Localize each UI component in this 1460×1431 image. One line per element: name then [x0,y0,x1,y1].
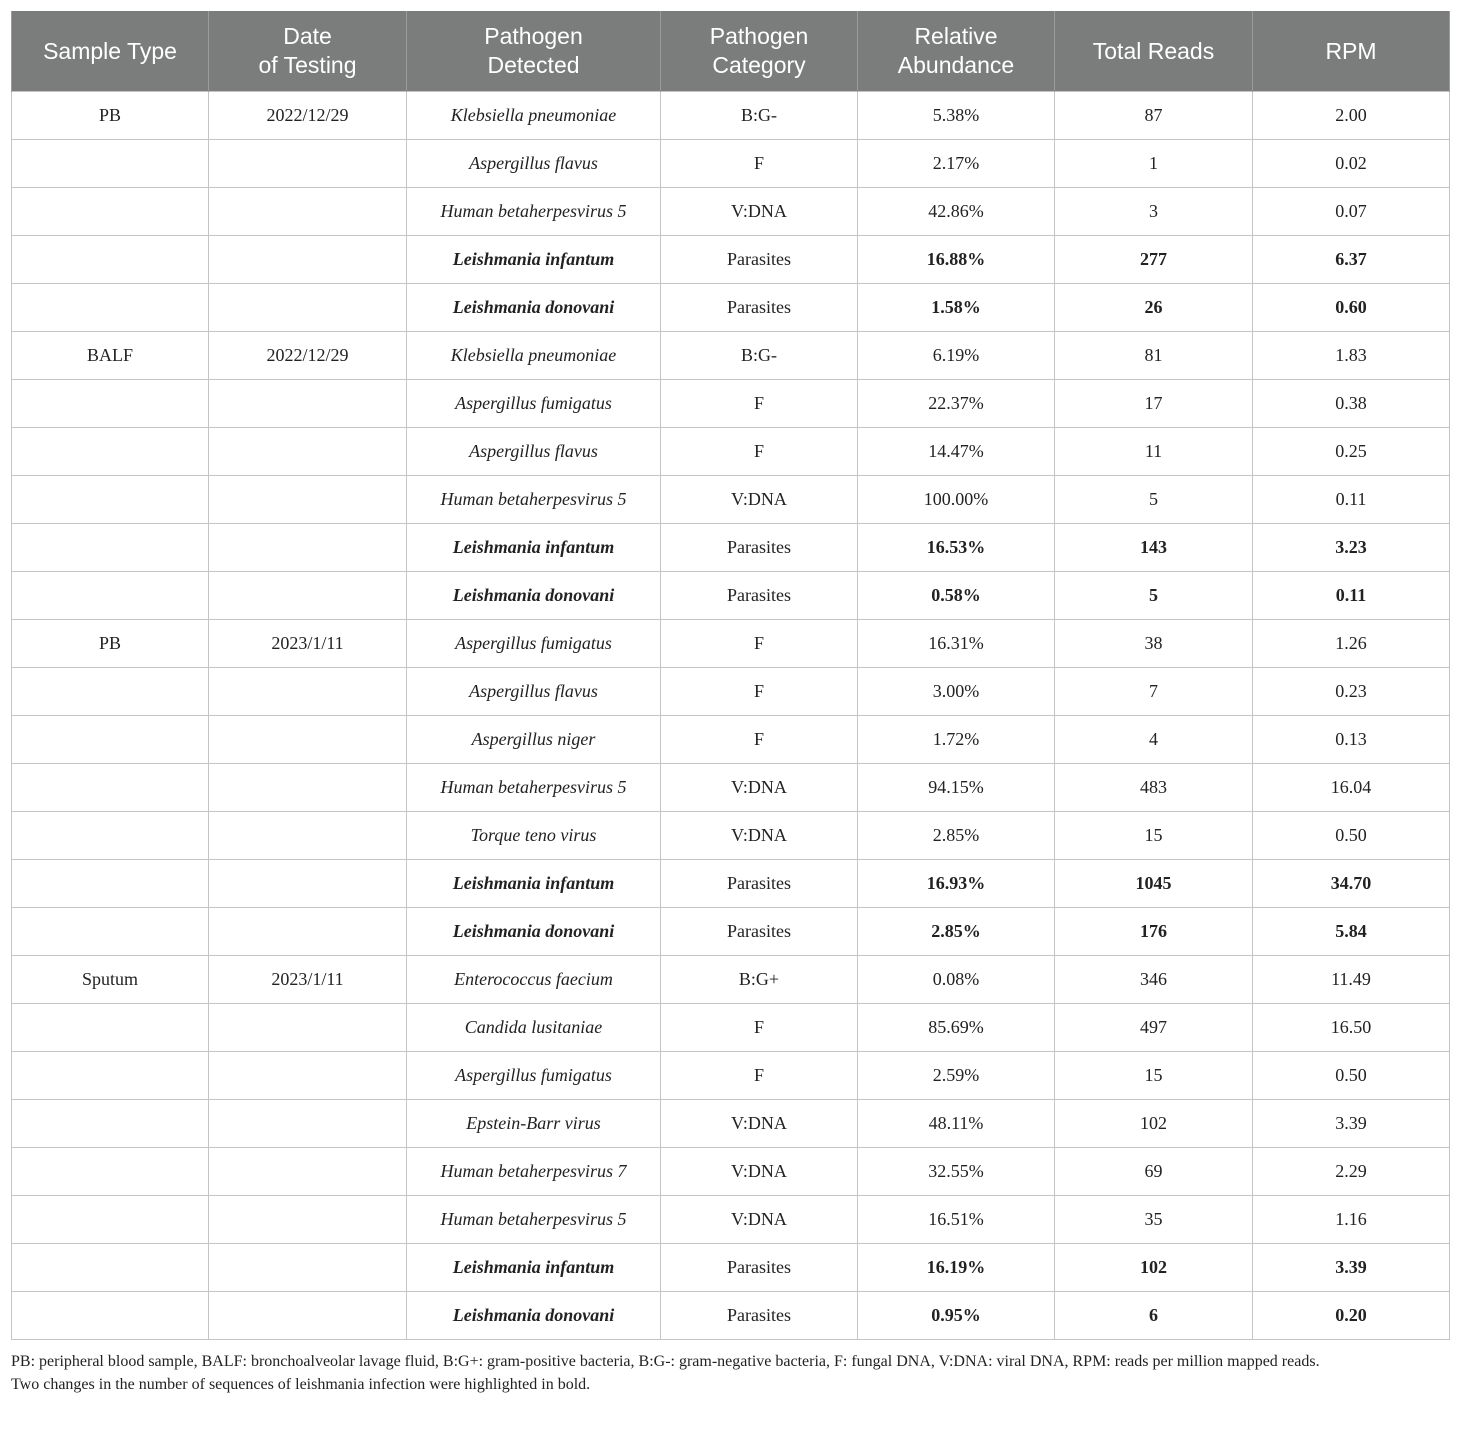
table-row [12,812,1450,860]
date-cell [209,1244,407,1292]
total-reads-cell: 6 [1055,1292,1253,1340]
category-cell: V:DNA [661,188,858,236]
header-pathogen-detected [407,11,661,92]
sample-type-cell [12,764,209,812]
sample-type-cell [12,860,209,908]
sample-type-cell [12,140,209,188]
total-reads-cell: 35 [1055,1196,1253,1244]
pathogen-cell: Human betaherpesvirus 5 [407,764,661,812]
date-cell [209,572,407,620]
date-cell [209,524,407,572]
abundance-cell: 94.15% [858,764,1055,812]
date-cell [209,428,407,476]
footnote-bold-note: Two changes in the number of sequences of leishmania infection were highlighted in bold. [11,1376,591,1393]
total-reads-cell: 277 [1055,236,1253,284]
abundance-cell: 85.69% [858,1004,1055,1052]
pathogen-cell: Aspergillus flavus [407,140,661,188]
total-reads-cell: 4 [1055,716,1253,764]
abundance-cell: 16.19% [858,1244,1055,1292]
pathogen-table [11,11,1450,1340]
header-date-of-testing-line: Date [283,23,332,49]
pathogen-cell: Epstein-Barr virus [407,1100,661,1148]
abundance-cell: 16.31% [858,620,1055,668]
total-reads-cell: 17 [1055,380,1253,428]
pathogen-cell: Aspergillus fumigatus [407,380,661,428]
category-cell: V:DNA [661,1196,858,1244]
rpm-cell: 16.50 [1253,1004,1450,1052]
rpm-cell: 16.04 [1253,764,1450,812]
table-row [12,284,1450,332]
date-cell [209,1148,407,1196]
rpm-cell: 1.16 [1253,1196,1450,1244]
pathogen-cell: Human betaherpesvirus 5 [407,188,661,236]
sample-type-cell [12,1052,209,1100]
table-row [12,1148,1450,1196]
header-pathogen-detected-line: Detected [487,52,580,78]
rpm-cell: 0.11 [1253,572,1450,620]
pathogen-cell: Klebsiella pneumoniae [407,332,661,380]
header-relative-abundance-line: Abundance [897,52,1015,78]
header-pathogen-detected-line: Pathogen [484,23,583,49]
pathogen-cell: Aspergillus flavus [407,428,661,476]
table-row [12,908,1450,956]
rpm-cell: 0.38 [1253,380,1450,428]
total-reads-cell: 102 [1055,1100,1253,1148]
date-cell: 2023/1/11 [209,620,407,668]
header-date-of-testing-line: of Testing [258,52,357,78]
total-reads-cell: 38 [1055,620,1253,668]
pathogen-cell: Leishmania donovani [407,572,661,620]
category-cell: V:DNA [661,476,858,524]
rpm-cell: 1.83 [1253,332,1450,380]
table-row [12,1292,1450,1340]
sample-type-cell [12,476,209,524]
category-cell: Parasites [661,524,858,572]
abundance-cell: 2.85% [858,908,1055,956]
total-reads-cell: 26 [1055,284,1253,332]
table-row [12,236,1450,284]
total-reads-cell: 11 [1055,428,1253,476]
abundance-cell: 0.95% [858,1292,1055,1340]
total-reads-cell: 81 [1055,332,1253,380]
rpm-cell: 6.37 [1253,236,1450,284]
rpm-cell: 0.02 [1253,140,1450,188]
date-cell [209,668,407,716]
table-row [12,140,1450,188]
category-cell: B:G- [661,332,858,380]
table-footnote [11,1350,1449,1396]
date-cell [209,764,407,812]
table-row [12,332,1450,380]
header-date-of-testing [209,11,407,92]
sample-type-cell [12,1100,209,1148]
table-row [12,428,1450,476]
header-row [12,11,1450,92]
table-row [12,668,1450,716]
category-cell: V:DNA [661,812,858,860]
sample-type-cell [12,524,209,572]
rpm-cell: 0.25 [1253,428,1450,476]
date-cell [209,812,407,860]
date-cell [209,284,407,332]
date-cell [209,380,407,428]
category-cell: Parasites [661,572,858,620]
header-pathogen-category-line: Category [712,52,806,78]
total-reads-cell: 483 [1055,764,1253,812]
footnote-abbreviations: PB: peripheral blood sample, BALF: bronchoalveolar lavage fluid, B:G+: gram-positive bacteria, B:G-: gram-negative bacteria, F: fungal DNA, V:DNA: viral DNA, RPM: reads per million mapped reads. [11,1353,1320,1370]
pathogen-cell: Leishmania infantum [407,860,661,908]
category-cell: Parasites [661,908,858,956]
date-cell [209,1052,407,1100]
table-row [12,1244,1450,1292]
rpm-cell: 5.84 [1253,908,1450,956]
sample-type-cell: PB [12,620,209,668]
abundance-cell: 2.17% [858,140,1055,188]
sample-type-cell [12,572,209,620]
abundance-cell: 32.55% [858,1148,1055,1196]
rpm-cell: 2.29 [1253,1148,1450,1196]
category-cell: Parasites [661,1292,858,1340]
rpm-cell: 0.50 [1253,1052,1450,1100]
abundance-cell: 22.37% [858,380,1055,428]
category-cell: V:DNA [661,1100,858,1148]
pathogen-cell: Leishmania infantum [407,524,661,572]
table-row [12,1100,1450,1148]
total-reads-cell: 15 [1055,812,1253,860]
abundance-cell: 16.93% [858,860,1055,908]
sample-type-cell [12,668,209,716]
abundance-cell: 16.88% [858,236,1055,284]
table-row [12,764,1450,812]
sample-type-cell [12,380,209,428]
abundance-cell: 14.47% [858,428,1055,476]
rpm-cell: 0.60 [1253,284,1450,332]
pathogen-cell: Human betaherpesvirus 5 [407,1196,661,1244]
total-reads-cell: 5 [1055,572,1253,620]
sample-type-cell: Sputum [12,956,209,1004]
total-reads-cell: 5 [1055,476,1253,524]
date-cell: 2023/1/11 [209,956,407,1004]
sample-type-cell [12,1244,209,1292]
category-cell: Parasites [661,1244,858,1292]
date-cell [209,236,407,284]
header-relative-abundance-line: Relative [914,23,998,49]
pathogen-cell: Leishmania infantum [407,236,661,284]
sample-type-cell [12,188,209,236]
category-cell: Parasites [661,860,858,908]
rpm-cell: 3.39 [1253,1244,1450,1292]
date-cell [209,1196,407,1244]
abundance-cell: 16.51% [858,1196,1055,1244]
sample-type-cell [12,284,209,332]
category-cell: F [661,620,858,668]
header-sample-type [12,11,209,92]
pathogen-cell: Klebsiella pneumoniae [407,92,661,140]
pathogen-cell: Leishmania donovani [407,284,661,332]
header-pathogen-category [661,11,858,92]
pathogen-table-container [11,11,1449,1340]
table-row [12,572,1450,620]
total-reads-cell: 1 [1055,140,1253,188]
total-reads-cell: 176 [1055,908,1253,956]
rpm-cell: 11.49 [1253,956,1450,1004]
sample-type-cell: BALF [12,332,209,380]
category-cell: V:DNA [661,1148,858,1196]
sample-type-cell [12,1196,209,1244]
table-row [12,956,1450,1004]
pathogen-cell: Aspergillus fumigatus [407,1052,661,1100]
category-cell: B:G- [661,92,858,140]
date-cell [209,476,407,524]
total-reads-cell: 7 [1055,668,1253,716]
table-row [12,92,1450,140]
total-reads-cell: 3 [1055,188,1253,236]
table-row [12,620,1450,668]
total-reads-cell: 1045 [1055,860,1253,908]
table-row [12,860,1450,908]
rpm-cell: 3.39 [1253,1100,1450,1148]
total-reads-cell: 143 [1055,524,1253,572]
category-cell: Parasites [661,236,858,284]
abundance-cell: 1.72% [858,716,1055,764]
abundance-cell: 0.58% [858,572,1055,620]
total-reads-cell: 15 [1055,1052,1253,1100]
table-row [12,188,1450,236]
category-cell: Parasites [661,284,858,332]
header-rpm-line: RPM [1325,37,1377,64]
abundance-cell: 0.08% [858,956,1055,1004]
header-total-reads-line: Total Reads [1092,37,1215,64]
sample-type-cell [12,1292,209,1340]
date-cell: 2022/12/29 [209,92,407,140]
rpm-cell: 0.11 [1253,476,1450,524]
date-cell [209,1004,407,1052]
sample-type-cell [12,716,209,764]
table-row [12,1196,1450,1244]
date-cell [209,1100,407,1148]
total-reads-cell: 69 [1055,1148,1253,1196]
abundance-cell: 16.53% [858,524,1055,572]
rpm-cell: 0.23 [1253,668,1450,716]
date-cell [209,908,407,956]
sample-type-cell [12,236,209,284]
category-cell: F [661,140,858,188]
rpm-cell: 3.23 [1253,524,1450,572]
date-cell [209,188,407,236]
total-reads-cell: 87 [1055,92,1253,140]
category-cell: F [661,1052,858,1100]
pathogen-cell: Aspergillus niger [407,716,661,764]
table-row [12,1052,1450,1100]
rpm-cell: 2.00 [1253,92,1450,140]
header-rpm [1253,11,1450,92]
abundance-cell: 2.85% [858,812,1055,860]
pathogen-cell: Leishmania infantum [407,1244,661,1292]
abundance-cell: 100.00% [858,476,1055,524]
pathogen-cell: Aspergillus flavus [407,668,661,716]
sample-type-cell [12,908,209,956]
date-cell [209,1292,407,1340]
pathogen-cell: Leishmania donovani [407,1292,661,1340]
category-cell: B:G+ [661,956,858,1004]
pathogen-cell: Candida lusitaniae [407,1004,661,1052]
abundance-cell: 3.00% [858,668,1055,716]
category-cell: F [661,428,858,476]
date-cell [209,140,407,188]
pathogen-cell: Human betaherpesvirus 7 [407,1148,661,1196]
table-header [12,11,1450,92]
rpm-cell: 0.07 [1253,188,1450,236]
sample-type-cell [12,428,209,476]
total-reads-cell: 102 [1055,1244,1253,1292]
category-cell: F [661,668,858,716]
sample-type-cell [12,812,209,860]
header-relative-abundance [858,11,1055,92]
total-reads-cell: 497 [1055,1004,1253,1052]
rpm-cell: 1.26 [1253,620,1450,668]
pathogen-cell: Aspergillus fumigatus [407,620,661,668]
sample-type-cell: PB [12,92,209,140]
table-body [12,92,1450,1340]
abundance-cell: 5.38% [858,92,1055,140]
header-sample-type-line: Sample Type [43,37,177,64]
abundance-cell: 2.59% [858,1052,1055,1100]
table-row [12,380,1450,428]
category-cell: F [661,380,858,428]
date-cell [209,860,407,908]
pathogen-cell: Enterococcus faecium [407,956,661,1004]
sample-type-cell [12,1148,209,1196]
pathogen-cell: Human betaherpesvirus 5 [407,476,661,524]
pathogen-cell: Leishmania donovani [407,908,661,956]
header-total-reads [1055,11,1253,92]
abundance-cell: 1.58% [858,284,1055,332]
table-row [12,476,1450,524]
category-cell: F [661,1004,858,1052]
table-row [12,1004,1450,1052]
rpm-cell: 34.70 [1253,860,1450,908]
abundance-cell: 48.11% [858,1100,1055,1148]
pathogen-cell: Torque teno virus [407,812,661,860]
date-cell [209,716,407,764]
category-cell: V:DNA [661,764,858,812]
rpm-cell: 0.13 [1253,716,1450,764]
table-row [12,716,1450,764]
total-reads-cell: 346 [1055,956,1253,1004]
header-pathogen-category-line: Pathogen [709,23,809,49]
date-cell: 2022/12/29 [209,332,407,380]
abundance-cell: 6.19% [858,332,1055,380]
rpm-cell: 0.20 [1253,1292,1450,1340]
category-cell: F [661,716,858,764]
rpm-cell: 0.50 [1253,812,1450,860]
table-row [12,524,1450,572]
abundance-cell: 42.86% [858,188,1055,236]
sample-type-cell [12,1004,209,1052]
